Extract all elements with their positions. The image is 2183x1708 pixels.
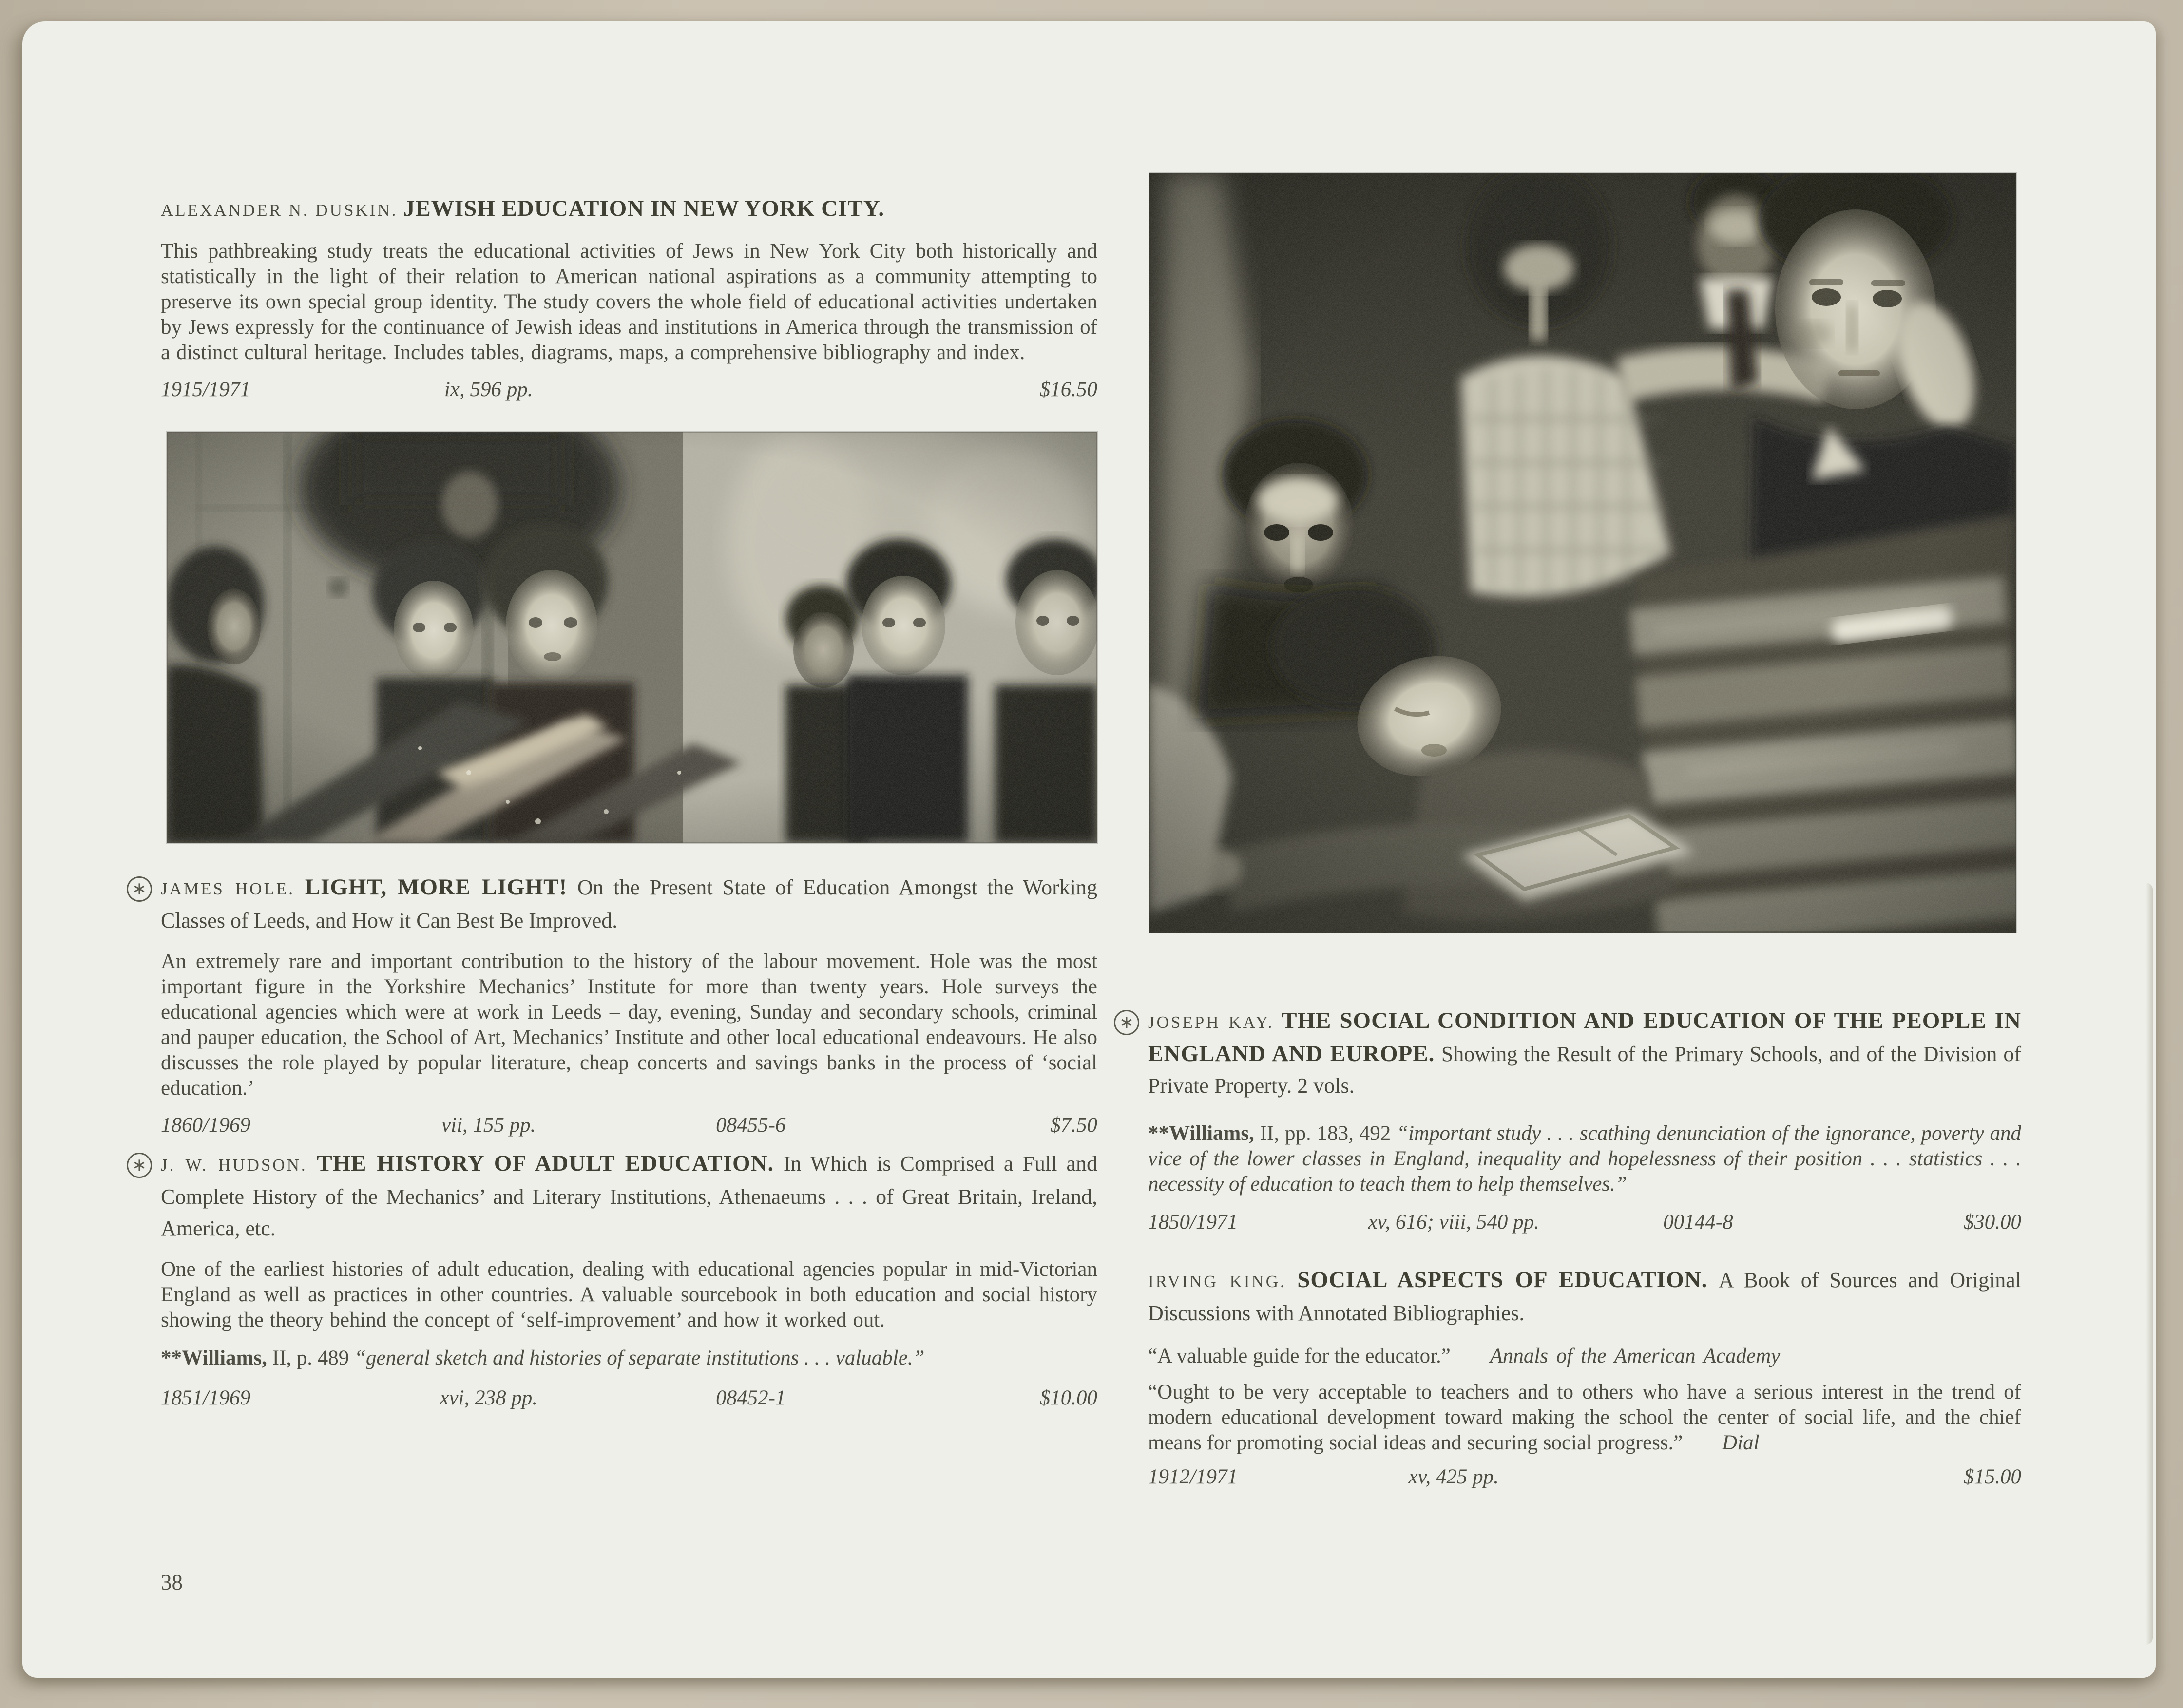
entry-hudson [132,1148,1097,1411]
entry-title: JEWISH EDUCATION IN NEW YORK CITY. [403,196,885,221]
desk-photo-art [1149,173,2016,933]
photo-classroom [167,432,1097,843]
entry-subtitle: A Book of Sources and Original Discussions with Annotated Bibliographies. [1148,1268,2021,1325]
entry-description: This pathbreaking study treats the educational activities of Jews in New York City both historically and statistically in the light of their relation to American national aspirations as a community attempting to preserve its own special group identity. The study covers the whole field of educational activities undertaken by Jews expressly for the continuance of Jewish ideas and institutions in America through the transmission of a distinct cultural heritage. Includes tables, diagrams, maps, a comprehensive bibliography and index. [161,240,1097,364]
entry-subtitle: On the Present State of Education Amongst the Working Classes of Leeds, and How it Can Best Be Improved. [161,875,1097,932]
entry-author: J. W. HUDSON. [161,1156,307,1175]
entry-hole [132,872,1097,1138]
biblio-price: $15.00 [1963,1465,2021,1488]
biblio-line [1148,1210,2021,1235]
biblio-date: 1860/1969 [161,1114,250,1137]
entry-duskin [161,193,1097,402]
entry-heading [1119,1005,2022,1101]
biblio-pages: xvi, 238 pp. [440,1386,537,1409]
biblio-line [161,1385,1097,1411]
biblio-price: $10.00 [1039,1386,1097,1409]
entry-kay [1119,1005,2022,1235]
biblio-date: 1851/1969 [161,1386,250,1409]
citation-source: **Williams, [161,1347,267,1369]
entry-subtitle: Showing the Result of the Primary Schools, and of the Division of Private Property. 2 vols. [1148,1042,2022,1098]
biblio-isbn: 08455-6 [716,1114,786,1137]
entry-heading [132,1148,1097,1244]
entry-heading [1148,1264,2021,1329]
biblio-pages: vii, 155 pp. [441,1114,536,1137]
biblio-date: 1850/1971 [1148,1211,1238,1234]
biblio-price: $16.50 [1039,378,1097,401]
entry-title: THE SOCIAL CONDITION AND EDUCATION OF THE PEOPLE IN ENGLAND AND EUROPE. [1148,1008,2022,1066]
biblio-isbn: 00144-8 [1663,1211,1733,1234]
entry-citation [161,1346,1097,1371]
biblio-pages: xv, 616; viii, 540 pp. [1368,1211,1539,1234]
starred-entry-marker-icon: ∗ [127,876,152,902]
biblio-price: $30.00 [1963,1211,2021,1234]
photo-desk [1149,173,2016,933]
page-number: 38 [161,1570,183,1594]
biblio-line [1148,1464,2021,1490]
biblio-pages: ix, 596 pp. [444,378,533,401]
entry-title: THE HISTORY OF ADULT EDUCATION. [317,1151,774,1176]
entry-author: IRVING KING. [1148,1272,1286,1291]
review-quote: “Ought to be very acceptable to teachers and to others who have a serious interest in the trend of modern educational development toward making the school the center of social life, and the chief means for promoting social ideas and securing social progress.” [1148,1381,2021,1454]
entry-description: An extremely rare and important contribution to the history of the labour movement. Hole was the most important figure in the Yorkshire Mechanics’ Institute for more than twenty years. Hole surveys the educational agencies which were at work in Leeds – day, evening, Sunday and secondary schools, criminal and pauper education, the School of Art, Mechanics’ Institute and other local educational endeavours. He also discusses the role played by popular literature, cheap concerts and savings banks in the process of ‘social education.’ [161,950,1097,1100]
biblio-isbn [1585,1464,1812,1490]
review-source: Dial [1722,1431,1760,1454]
right-column [1119,21,2022,1490]
biblio-line [161,377,1097,402]
biblio-price: $7.50 [1050,1114,1097,1137]
entry-author: JOSEPH KAY. [1148,1013,1274,1032]
biblio-isbn [629,377,873,402]
entry-heading [161,193,1097,226]
review-source: Annals of the American Academy [1490,1345,1781,1367]
catalog-page [22,21,2156,1678]
entry-title: SOCIAL ASPECTS OF EDUCATION. [1297,1267,1708,1292]
entry-title: LIGHT, MORE LIGHT! [305,874,568,900]
entry-author: ALEXANDER N. DUSKIN. [161,201,398,220]
left-column [132,21,1097,1411]
entry-review [1148,1344,2021,1369]
entry-citation [1148,1121,2021,1197]
citation-reference: II, p. 489 [272,1347,349,1369]
biblio-line [161,1113,1097,1138]
citation-quote: “general sketch and histories of separate institutions . . . valuable.” [354,1347,925,1369]
citation-reference: II, pp. 183, 492 [1260,1122,1391,1145]
entry-subtitle: In Which is Comprised a Full and Complete History of the Mechanics’ and Literary Institutions, Athenaeums . . . of Great Britain, Ireland, America, etc. [161,1152,1097,1240]
biblio-isbn: 08452-1 [716,1386,786,1409]
review-quote: “A valuable guide for the educator.” [1148,1345,1451,1367]
classroom-photo-art [167,432,1097,843]
entry-review [1148,1380,2021,1456]
page-edge-curl [2146,883,2153,1645]
starred-entry-marker-icon: ∗ [1114,1010,1139,1035]
entry-author: JAMES HOLE. [161,879,295,898]
entry-king [1148,1264,2021,1490]
citation-source: **Williams, [1148,1122,1254,1145]
biblio-date: 1915/1971 [161,378,250,401]
entry-heading [132,872,1097,936]
biblio-date: 1912/1971 [1148,1465,1238,1488]
starred-entry-marker-icon: ∗ [127,1153,152,1178]
entry-description: One of the earliest histories of adult education, dealing with educational agencies popular in mid-Victorian England as well as practices in other countries. A valuable sourcebook in both education and social history showing the theory behind the concept of ‘self-improvement’ and how it worked out. [161,1258,1097,1331]
biblio-pages: xv, 425 pp. [1408,1465,1499,1488]
citation-quote: “important study . . . scathing denunciation of the ignorance, poverty and vice of the lower classes in England, inequality and hopelessness of their position . . . statistics . . . necessity of education to teach them to help themselves.” [1148,1122,2021,1196]
